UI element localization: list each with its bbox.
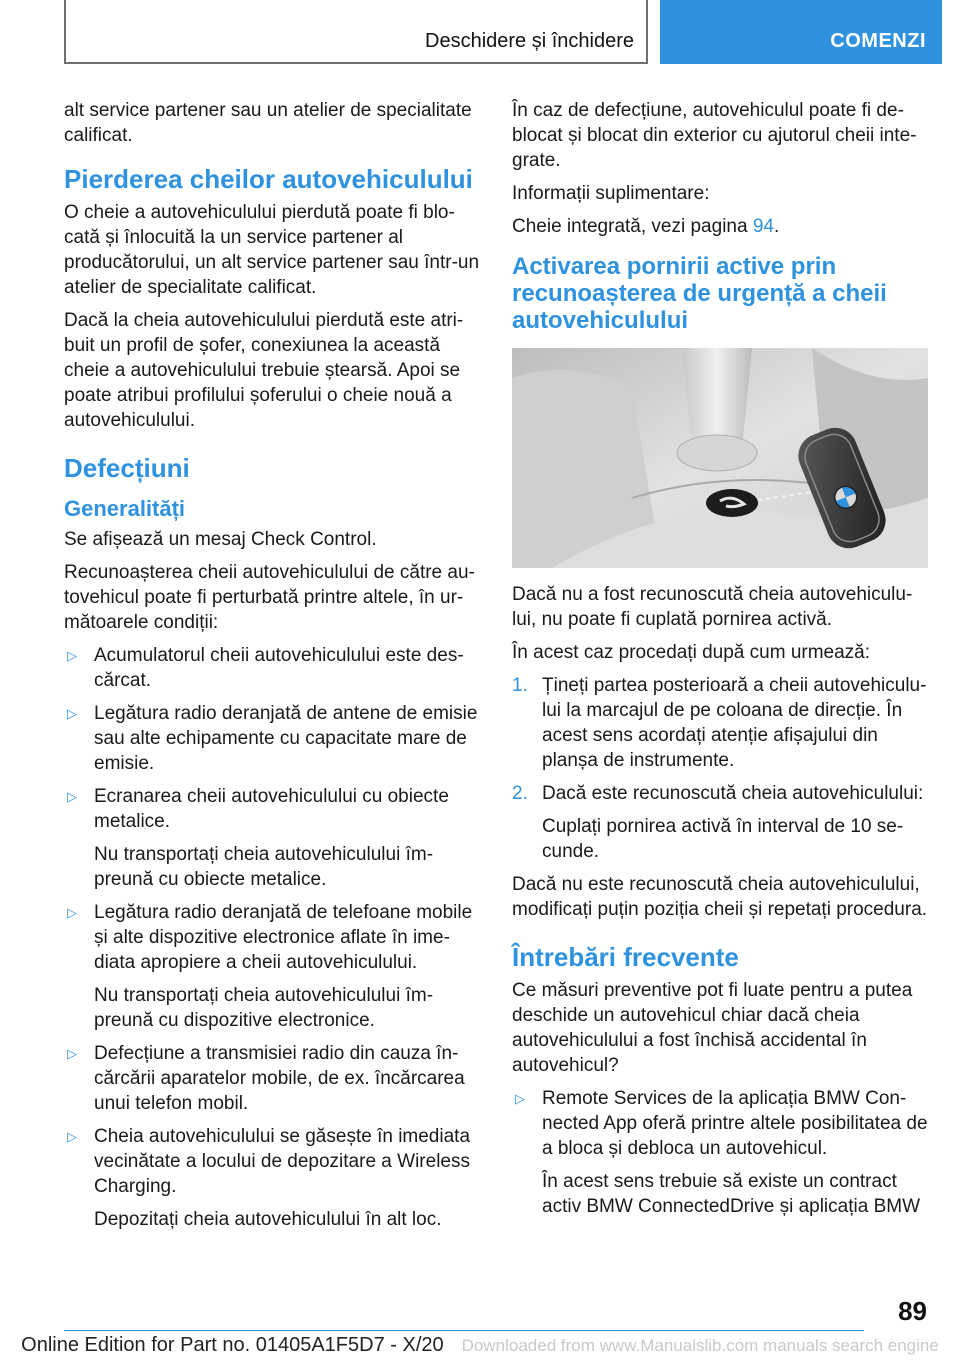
- steps-list: [512, 673, 928, 864]
- faq-list: [512, 1086, 928, 1219]
- heading-faq: Întrebări frecvente: [512, 942, 739, 972]
- edition-text: Online Edition for Part no. 01405A1F5D7 - X/20: [21, 1334, 444, 1356]
- key-illustration-svg: [512, 348, 928, 568]
- list-item: [64, 1041, 480, 1116]
- header-section-box: [64, 0, 648, 64]
- steering-column-key-illustration: [512, 348, 928, 568]
- footer-divider: [64, 1330, 864, 1331]
- chapter-tab: [660, 0, 942, 64]
- list-item: [64, 643, 480, 693]
- reference-suffix: .: [773, 216, 780, 237]
- right-column: [512, 98, 928, 1227]
- paragraph: În caz de defecțiune, autovehiculul poate fi deblocat și blocat din exterior cu ajutorul cheii integrate.: [512, 100, 917, 171]
- triangle-bullet-icon: ▷: [67, 706, 77, 721]
- paragraph: În acest caz procedați după cum urmează:: [512, 642, 871, 663]
- list-item-text: Acumulatorul cheii autovehiculului este descărcat.: [94, 645, 464, 691]
- paragraph: Dacă la cheia autovehiculului pierdută este atribuit un profil de șofer, conexiunea la această cheie a autovehiculului trebuie ștearsă. Apoi se poate atribui profilului șoferului o cheie nouă a autovehiculului.: [64, 310, 464, 431]
- faq-question: Ce măsuri preventive pot fi luate pentru a putea deschide un autovehicul chiar dacă cheia autovehiculului a fost închisă accidental în autovehicul?: [512, 980, 913, 1076]
- list-item: [64, 1124, 480, 1232]
- triangle-bullet-icon: ▷: [67, 905, 77, 920]
- list-item-text: Defecțiune a transmisiei radio din cauza încărcării aparatelor mobile, de ex. încărcarea unui telefon mobil.: [94, 1043, 465, 1114]
- reference-text: Cheie integrată, vezi pagina: [512, 216, 753, 237]
- step-number: 1.: [512, 675, 528, 696]
- paragraph: Se afișează un mesaj Check Control.: [64, 529, 377, 550]
- list-item: [512, 781, 928, 864]
- list-item: [512, 673, 928, 773]
- list-item-note: În acest sens trebuie să existe un contract activ BMW ConnectedDrive și aplicația BMW: [542, 1171, 920, 1217]
- paragraph: Informații suplimentare:: [512, 183, 710, 204]
- list-item-text: Remote Services de la aplicația BMW Connected App oferă printre altele posibilitatea de a bloca și debloca un autovehicul.: [542, 1088, 928, 1159]
- list-item: [512, 1086, 928, 1219]
- chapter-title: COMENZI: [830, 30, 926, 52]
- defects-list: [64, 643, 480, 1232]
- watermark-text: Downloaded from www.Manualslib.com manuals search engine: [461, 1336, 939, 1355]
- triangle-bullet-icon: ▷: [67, 648, 77, 663]
- left-column: [64, 98, 480, 1240]
- list-item-text: Țineți partea posterioară a cheii autovehiculului la marcajul de pe coloana de direcție. În acest sens acordați atenție afișajului din planșa de instrumente.: [542, 675, 927, 771]
- list-item: [64, 784, 480, 892]
- heading-lost-keys: Pierderea cheilor autovehiculului: [64, 164, 473, 194]
- triangle-bullet-icon: ▷: [67, 1129, 77, 1144]
- footer: [0, 1334, 960, 1357]
- intro-paragraph: alt service partener sau un atelier de specialitate calificat.: [64, 100, 472, 146]
- list-item-note: Cuplați pornirea activă în interval de 10 secunde.: [542, 816, 904, 862]
- triangle-bullet-icon: ▷: [515, 1091, 525, 1106]
- triangle-bullet-icon: ▷: [67, 1046, 77, 1061]
- list-item-note: Depozitați cheia autovehiculului în alt loc.: [94, 1209, 442, 1230]
- list-item-text: Legătura radio deranjată de telefoane mobile și alte dispozitive electronice aflate în imediata apropiere a cheii autovehiculului.: [94, 902, 473, 973]
- list-item-text: Legătura radio deranjată de antene de emisie sau alte echipamente cu capacitate mare de emisie.: [94, 703, 478, 774]
- page-link[interactable]: 94: [752, 216, 774, 237]
- heading-defects: Defecțiuni: [64, 453, 190, 483]
- paragraph-page-reference: [512, 214, 928, 239]
- list-item: [64, 701, 480, 776]
- list-item-text: Dacă este recunoscută cheia autovehiculului:: [542, 783, 924, 804]
- triangle-bullet-icon: ▷: [67, 789, 77, 804]
- paragraph: Recunoașterea cheii autovehiculului de către autovehicul poate fi perturbată printre altele, în următoarele condiții:: [64, 562, 475, 633]
- subheading-general: Generalități: [64, 496, 186, 521]
- list-item-text: Cheia autovehiculului se găsește în imediata vecinătate a locului de depozitare a Wireless Charging.: [94, 1126, 471, 1197]
- heading-emergency-start: Activarea pornirii active prin recunoașterea de urgență a cheii autovehiculului: [512, 253, 887, 334]
- paragraph: Dacă nu a fost recunoscută cheia autovehiculului, nu poate fi cuplată pornirea activă.: [512, 584, 913, 630]
- page-number: 89: [898, 1296, 927, 1326]
- list-item: [64, 900, 480, 1033]
- list-item-note: Nu transportați cheia autovehiculului împreună cu dispozitive electronice.: [94, 985, 434, 1031]
- list-item-note: Nu transportați cheia autovehiculului împreună cu obiecte metalice.: [94, 844, 434, 890]
- paragraph: O cheie a autovehiculului pierdută poate fi blocată și înlocuită la un service partener al producătorului, un alt service partener sau într-un atelier de specialitate calificat.: [64, 202, 480, 298]
- section-title: Deschidere și închidere: [425, 30, 634, 52]
- paragraph: Dacă nu este recunoscută cheia autovehiculului, modificați puțin poziția cheii și repetați procedura.: [512, 874, 928, 920]
- list-item-text: Ecranarea cheii autovehiculului cu obiecte metalice.: [94, 786, 449, 832]
- step-number: 2.: [512, 783, 528, 804]
